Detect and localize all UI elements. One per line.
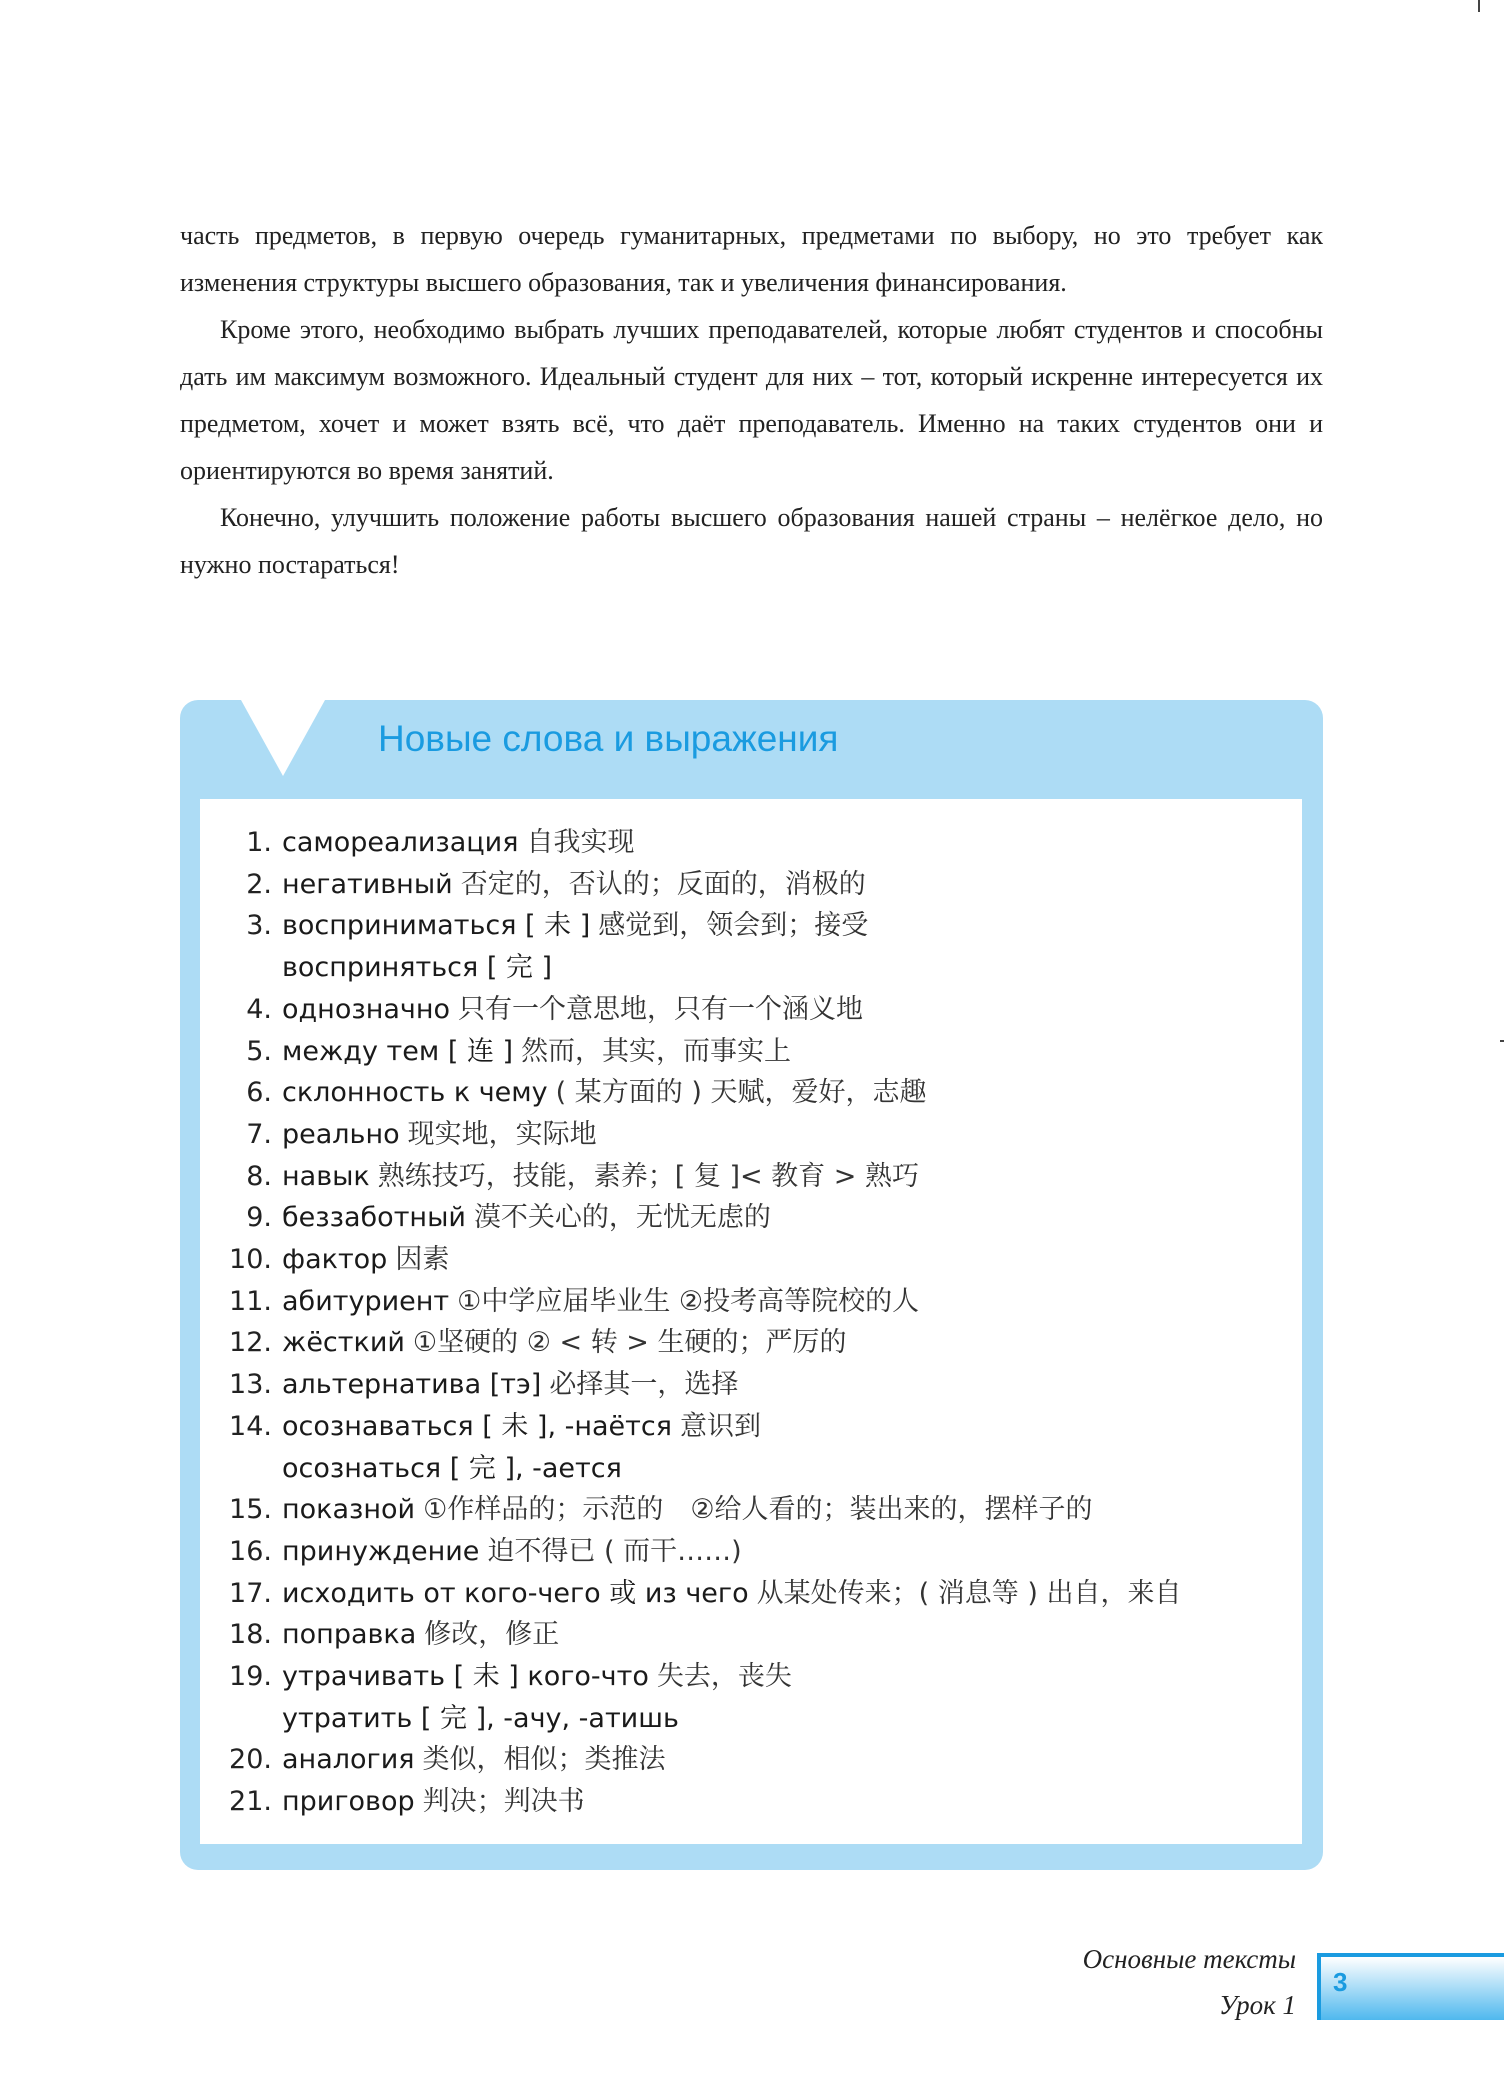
paragraph: часть предметов, в первую очередь гуманитарных, предметами по выбору, но это требует как изменения структуры высшего образования, так и увеличения финансирования. xyxy=(180,221,1323,297)
chinese-translation: 必择其一，选择 xyxy=(549,1369,739,1401)
chinese-translation: ( 某方面的 ) 天赋，爱好，志趣 xyxy=(555,1077,927,1109)
chinese-translation: 迫不得已 ( 而干……) xyxy=(487,1535,742,1567)
russian-term: восприняться [ 完 ] xyxy=(282,952,553,984)
russian-term: беззаботный xyxy=(282,1202,466,1234)
item-number: 7. xyxy=(246,1118,272,1150)
chinese-translation: 现实地，实际地 xyxy=(407,1118,597,1150)
vocab-item xyxy=(200,1322,1181,1364)
vocab-item xyxy=(200,1364,1181,1406)
vocab-item xyxy=(200,1531,1181,1573)
footer-lesson: Урок 1 xyxy=(1219,1990,1296,2020)
item-number: 9. xyxy=(246,1202,272,1234)
vocab-item xyxy=(200,1406,1181,1448)
page-number: 3 xyxy=(1333,1967,1348,1997)
russian-term: реально xyxy=(282,1118,400,1150)
vocab-item xyxy=(200,1781,1181,1823)
chinese-translation: 从某处传来；( 消息等 ) 出自，来自 xyxy=(756,1577,1182,1609)
item-number: 8. xyxy=(246,1160,272,1192)
chinese-translation: ①作样品的；示范的 ②给人看的；装出来的，摆样子的 xyxy=(423,1494,1093,1526)
item-number: 1. xyxy=(246,827,272,858)
vocab-item xyxy=(200,1031,1181,1073)
chinese-translation: 修改，修正 xyxy=(424,1619,560,1651)
vocab-item xyxy=(200,1573,1181,1615)
russian-term: альтернатива [тэ] xyxy=(282,1369,542,1401)
item-number: 4. xyxy=(246,993,272,1025)
vocab-item xyxy=(200,1489,1181,1531)
page-number-box xyxy=(1317,1953,1504,2020)
chinese-translation: 感觉到，领会到；接受 xyxy=(598,910,869,942)
item-number: 20. xyxy=(229,1744,272,1776)
vocab-list xyxy=(200,822,1181,1823)
vocab-item xyxy=(200,947,1181,989)
vocab-item xyxy=(200,822,1181,864)
russian-term: утрачивать [ 未 ] кого-что xyxy=(282,1661,649,1693)
russian-term: утратить [ 完 ], -ачу, -атишь xyxy=(282,1702,679,1734)
russian-term: поправка xyxy=(282,1619,417,1651)
russian-term: принуждение xyxy=(282,1535,480,1567)
russian-term: осознаваться [ 未 ], -наётся xyxy=(282,1410,672,1442)
item-number: 14. xyxy=(229,1410,272,1442)
item-number: 10. xyxy=(229,1244,272,1276)
russian-term: склонность к чему xyxy=(282,1077,548,1109)
item-number: 16. xyxy=(229,1535,272,1567)
vocab-item xyxy=(200,1656,1181,1698)
item-number: 3. xyxy=(246,910,272,942)
chinese-translation: 否定的，否认的；反面的，消极的 xyxy=(460,868,866,900)
notch-decoration xyxy=(241,700,325,776)
chinese-translation: 判决；判决书 xyxy=(422,1786,585,1818)
russian-term: исходить от кого-чего 或 из чего xyxy=(282,1577,749,1609)
russian-term: фактор xyxy=(282,1244,388,1276)
vocab-item xyxy=(200,1739,1181,1781)
item-number xyxy=(200,1698,282,1740)
paragraph: Конечно, улучшить положение работы высшего образования нашей страны – нелёгкое дело, но нужно постараться! xyxy=(180,503,1323,579)
vocab-item xyxy=(200,864,1181,906)
vocab-item xyxy=(200,905,1181,947)
item-number: 13. xyxy=(229,1369,272,1401)
item-number: 19. xyxy=(229,1661,272,1693)
item-number: 6. xyxy=(246,1077,272,1109)
chinese-translation: ①坚硬的 ② < 转 > 生硬的；严厉的 xyxy=(412,1327,847,1359)
vocab-item xyxy=(200,1114,1181,1156)
chinese-translation: 只有一个意思地，只有一个涵义地 xyxy=(458,993,864,1025)
russian-term: самореализация xyxy=(282,827,519,858)
item-number: 5. xyxy=(246,1035,272,1067)
russian-term: навык xyxy=(282,1160,370,1192)
vocab-title: Новые слова и выражения xyxy=(378,718,839,759)
chinese-translation: ①中学应届毕业生 ②投考高等院校的人 xyxy=(457,1285,920,1317)
item-number xyxy=(200,1448,282,1490)
russian-term: приговор xyxy=(282,1786,415,1818)
russian-term: жёсткий xyxy=(282,1327,405,1359)
vocab-item xyxy=(200,1614,1181,1656)
crop-mark xyxy=(1478,0,1480,12)
russian-term: показной xyxy=(282,1494,416,1526)
chinese-translation: 然而，其实，而事实上 xyxy=(521,1035,792,1067)
footer-section: Основные тексты xyxy=(1082,1944,1296,1974)
vocab-item xyxy=(200,1197,1181,1239)
vocab-item xyxy=(200,1448,1181,1490)
item-number: 15. xyxy=(229,1494,272,1526)
chinese-translation: 因素 xyxy=(395,1244,450,1276)
vocab-item xyxy=(200,989,1181,1031)
body-text xyxy=(180,212,1323,588)
vocab-item xyxy=(200,1698,1181,1740)
russian-term: абитуриент xyxy=(282,1285,450,1317)
chinese-translation: 熟练技巧，技能，素养；[ 复 ]< 教育 > 熟巧 xyxy=(377,1160,919,1192)
item-number: 11. xyxy=(229,1285,272,1317)
russian-term: восприниматься [ 未 ] xyxy=(282,910,591,942)
item-number: 12. xyxy=(229,1327,272,1359)
item-number xyxy=(200,947,282,989)
russian-term: между тем [ 连 ] xyxy=(282,1035,514,1067)
crop-mark xyxy=(1500,1040,1504,1042)
item-number: 17. xyxy=(229,1577,272,1609)
russian-term: осознаться [ 完 ], -ается xyxy=(282,1452,622,1484)
chinese-translation: 自我实现 xyxy=(526,827,635,858)
chinese-translation: 意识到 xyxy=(679,1410,761,1442)
chinese-translation: 漠不关心的，无忧无虑的 xyxy=(473,1202,771,1234)
vocab-item xyxy=(200,1239,1181,1281)
paragraph: Кроме этого, необходимо выбрать лучших преподавателей, которые любят студентов и способны дать им максимум возможного. Идеальный студент для них – тот, который искренне интересуется их предметом, хочет и может взять всё, что даёт преподаватель. Именно на таких студентов они и ориентируются во время занятий. xyxy=(180,315,1323,485)
item-number: 21. xyxy=(229,1786,272,1818)
chinese-translation: 类似，相似；类推法 xyxy=(422,1744,666,1776)
russian-term: негативный xyxy=(282,868,453,900)
item-number: 2. xyxy=(246,868,272,900)
chinese-translation: 失去，丧失 xyxy=(656,1661,792,1693)
vocab-item xyxy=(200,1281,1181,1323)
russian-term: однозначно xyxy=(282,993,451,1025)
vocab-item xyxy=(200,1072,1181,1114)
russian-term: аналогия xyxy=(282,1744,415,1776)
item-number: 18. xyxy=(229,1619,272,1651)
vocab-item xyxy=(200,1156,1181,1198)
